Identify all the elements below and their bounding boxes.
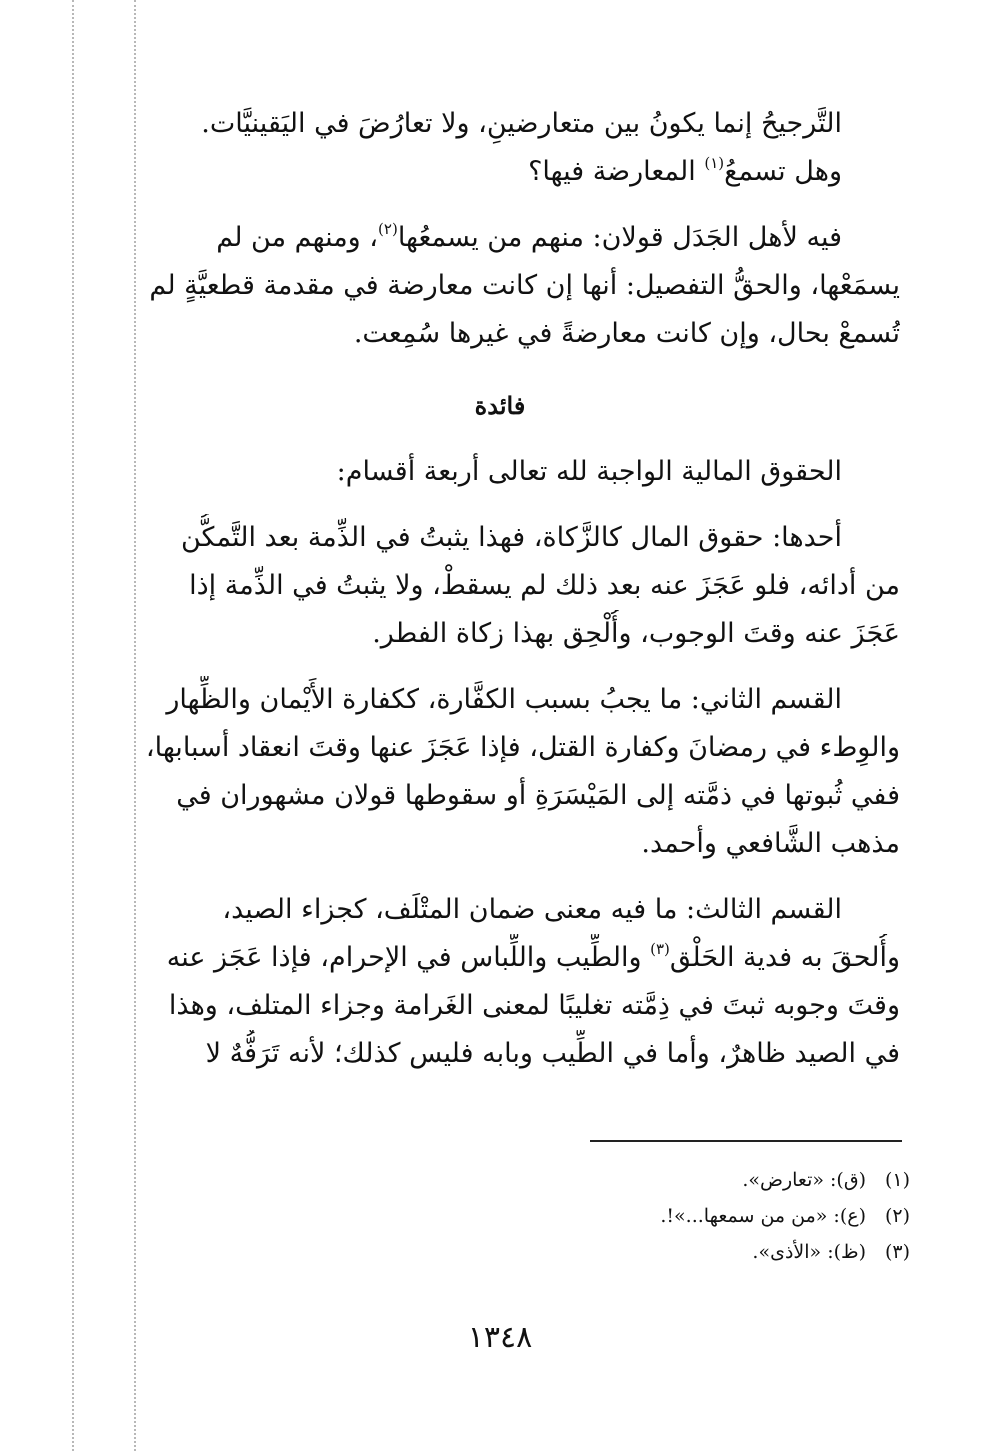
text-line: في الصيد ظاهرٌ، وأما في الطِّيب وبابه فليس كذلك؛ لأنه تَرَفُّهٌ لا xyxy=(205,1038,900,1069)
section-two-paragraph xyxy=(100,676,900,868)
page-body xyxy=(100,100,900,1096)
scan-margin-dots-left xyxy=(72,0,74,1451)
footnote-marker[interactable]: (٣) xyxy=(650,940,670,958)
answer-paragraph xyxy=(100,214,900,358)
text-line: وقتَ وجوبه ثبتَ في ذِمَّته تغليبًا لمعنى الغَرامة وجزاء المتلف، وهذا xyxy=(168,990,900,1021)
footnote-number: (٣) xyxy=(884,1241,910,1263)
text-line: الحقوق المالية الواجبة لله تعالى أربعة أقسام: xyxy=(336,456,842,487)
section-heading: فائدة xyxy=(474,391,526,420)
text-line: ففي ثُبوتها في ذمَّته إلى المَيْسَرَةِ أو سقوطها قولان مشهوران في xyxy=(176,780,900,811)
footnote-text: (ق): «تعارض». xyxy=(742,1169,866,1191)
footnote-marker[interactable]: (١) xyxy=(704,154,725,172)
text-line: عَجَزَ عنه وقتَ الوجوب، وأُلْحِق بهذا زكاة الفطر. xyxy=(372,618,900,649)
footnotes xyxy=(560,1162,910,1270)
text-line: يسمَعْها، والحقُّ التفصيل: أنها إن كانت معارضة في مقدمة قطعيَّةٍ لم xyxy=(149,270,900,301)
statement-paragraph xyxy=(100,448,900,496)
section-three-paragraph xyxy=(100,886,900,1078)
footnote-item xyxy=(560,1198,910,1234)
text-line: والوِطء في رمضانَ وكفارة القتل، فإذا عَجَزَ عنها وقتَ انعقاد أسبابها، xyxy=(145,732,900,763)
intro-paragraph xyxy=(100,100,900,196)
footnote-item xyxy=(560,1162,910,1198)
footnote-text: (ع): «من من سمعها...»!. xyxy=(660,1205,866,1227)
question-line: وهل تسمعُ$^{(١)}$ المعارضة فيها؟ xyxy=(528,154,842,187)
text-line: التَّرجيحُ إنما يكونُ بين متعارضينِ، ولا تعارُضَ في اليَقينيَّات. xyxy=(201,108,842,139)
text-line: أحدها: حقوق المال كالزَّكاة، فهذا يثبتُ في الذِّمة بعد التَّمكُّن xyxy=(181,522,842,553)
text-line: مذهب الشَّافعي وأحمد. xyxy=(641,828,900,859)
footnote-number: (٢) xyxy=(884,1205,910,1227)
text-line: القسم الثاني: ما يجبُ بسبب الكفَّارة، ككفارة الأَيْمان والظِّهار xyxy=(166,684,842,715)
footnote-item xyxy=(560,1234,910,1270)
footnote-marker[interactable]: (٢) xyxy=(378,220,398,238)
section-one-paragraph xyxy=(100,514,900,658)
text-line: فيه لأهل الجَدَل قولان: منهم من يسمعُها$^{(٢)}$، ومنهم من لم xyxy=(216,220,842,253)
footnote-number: (١) xyxy=(884,1169,910,1191)
footnote-text: (ظ): «الأذى». xyxy=(752,1241,866,1263)
text-line: من أدائه، فلو عَجَزَ عنه بعد ذلك لم يسقطْ، ولا يثبتُ في الذِّمة إذا xyxy=(189,570,900,601)
text-line: وأُلحقَ به فدية الحَلْق$^{(٣)}$ والطِّيب واللِّباس في الإحرام، فإذا عَجَز عنه xyxy=(166,940,900,973)
text-line: القسم الثالث: ما فيه معنى ضمان المتْلَف، كجزاء الصيد، xyxy=(222,894,842,925)
page-number: ١٣٤٨ xyxy=(467,1320,533,1355)
footnote-separator xyxy=(590,1140,902,1142)
text-line: تُسمعْ بحال، وإن كانت معارضةً في غيرها سُمِعت. xyxy=(353,318,900,349)
